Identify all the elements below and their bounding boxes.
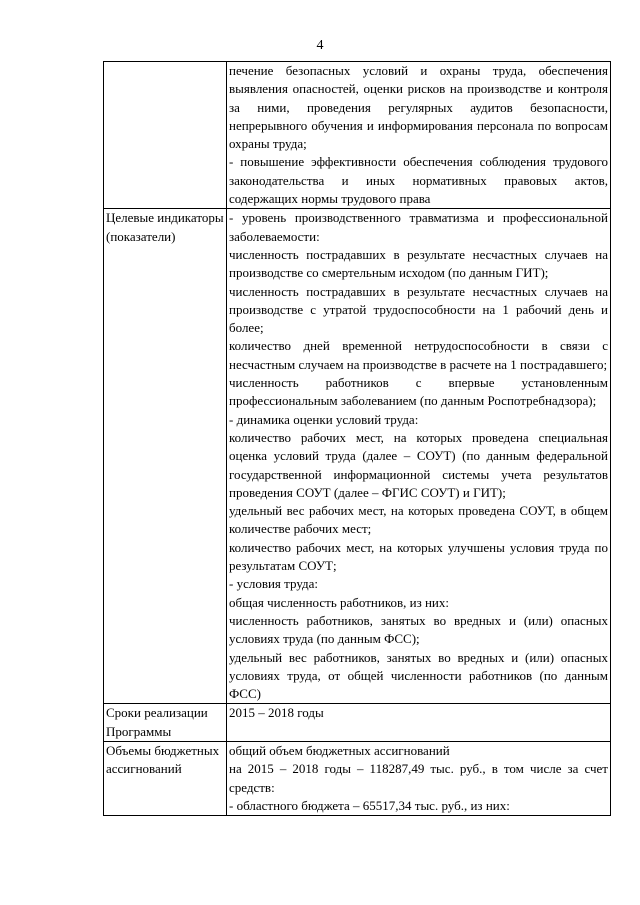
row-label: Сроки реализации Программы (104, 704, 227, 742)
content-line: численность пострадавших в результате несчастных случаев на производстве со смертельным исходом (по данным ГИТ); (229, 246, 608, 281)
content-line: численность работников, занятых во вредных и (или) опасных условиях труда (по данным ФСС); (229, 612, 608, 647)
row-content (227, 741, 611, 815)
row-content (227, 704, 611, 742)
row-label: Объемы бюджетных ассигнований (104, 741, 227, 815)
content-line: общий объем бюджетных ассигнований (229, 742, 450, 758)
content-line: численность пострадавших в результате несчастных случаев на производстве с утратой трудоспособности на 1 рабочий день и более; (229, 283, 608, 336)
row-label: Целевые индикаторы (показатели) (104, 209, 227, 704)
content-line: - условия труда: (229, 576, 319, 592)
content-line: 2015 – 2018 годы (229, 705, 324, 721)
content-line: - повышение эффективности обеспечения соблюдения трудового законодательства и иных нормативных правовых актов, содержащих нормы трудового права (229, 154, 608, 207)
table-row (104, 209, 611, 704)
passport-table (103, 61, 611, 816)
table-row (104, 741, 611, 815)
table-row (104, 704, 611, 742)
content-line: - динамика оценки условий труда: (229, 411, 419, 427)
content-line: - областного бюджета – 65517,34 тыс. руб., из них: (229, 797, 510, 813)
content-line: - уровень производственного травматизма и профессиональной заболеваемости: (229, 210, 608, 244)
row-content (227, 209, 611, 704)
content-line: количество дней временной нетрудоспособности в связи с несчастным случаем на производстве в расчете на 1 пострадавшего; (229, 338, 608, 372)
page-number: 4 (316, 38, 324, 53)
content-line: удельный вес рабочих мест, на которых проведена СОУТ, в общем количестве рабочих мест; (229, 503, 608, 537)
content-line: численность работников с впервые установленным профессиональным заболеванием (по данным Роспотребнадзора); (229, 375, 608, 409)
content-line: удельный вес работников, занятых во вредных и (или) опасных условиях труда, от общей численности работников (по данным ФСС) (229, 649, 608, 702)
content-line: общая численность работников, из них: (229, 594, 449, 610)
content-line: количество рабочих мест, на которых улучшены условия труда по результатам СОУТ; (229, 539, 608, 574)
row-label (104, 62, 227, 209)
content-line: на 2015 – 2018 годы – 118287,49 тыс. руб., в том числе за счет средств: (229, 761, 608, 795)
table-row (104, 62, 611, 209)
row-content (227, 62, 611, 209)
content-line: количество рабочих мест, на которых проведена специальная оценка условий труда (далее – СОУТ) (по данным федеральной государственной информационной системы учета результатов проведения СОУТ (далее – ФГИС СОУТ) и ГИТ); (229, 429, 608, 500)
content-line: печение безопасных условий и охраны труда, обеспечения выявления опасностей, оценки рисков на производстве и контроля за ними, проведения регулярных аудитов безопасности, непрерывного обучения и информирования персонала по вопросам охраны труда; (229, 63, 608, 152)
